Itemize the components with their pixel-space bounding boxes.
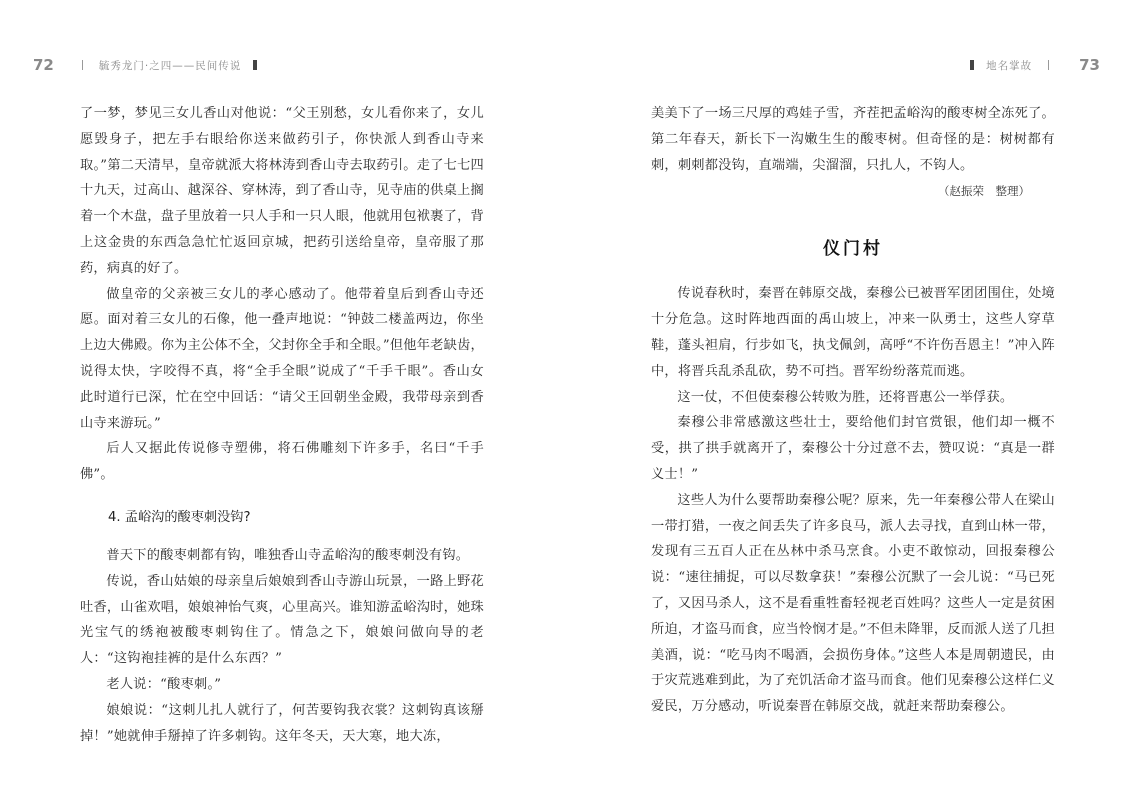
header-divider <box>1048 60 1049 70</box>
left-page-number: 72 <box>33 56 54 74</box>
header-block-mark <box>253 60 257 70</box>
paragraph: 传说，香山姑娘的母亲皇后娘娘到香山寺游山玩景，一路上野花吐香，山雀欢唱，娘娘神怡气爽，心里高兴。谁知游孟峪沟时，她珠光宝气的绣袍被酸枣刺钩住了。情急之下，娘娘问做向导的老人：“这钩袍挂裤的是什么东西？” <box>80 573 484 667</box>
paragraph: 后人又据此传说修寺塑佛，将石佛雕刻下许多手，名曰“千手佛”。 <box>80 441 484 483</box>
paragraph: 了一梦，梦见三女儿香山对他说：“父王别愁，女儿看你来了，女儿愿毁身子，把左手右眼给你送来做药引子，你快派人到香山寺来取。”第二天清早，皇帝就派大将林涛到香山寺去取药引。走了七七四十九天，过高山、越深谷、穿林涛，到了香山寺，见寺庙的供桌上搁着一个木盘，盘子里放着一只人手和一只人眼，他就用包袱裹了，背上这金贵的东西急急忙忙返回京城，把药引送给皇帝，皇帝服了那药，病真的好了。 <box>80 106 484 276</box>
header-block-mark <box>970 60 974 70</box>
paragraph: 老人说：“酸枣刺。” <box>106 676 222 692</box>
right-page-number: 73 <box>1079 56 1100 74</box>
section-heading: 4. 孟峪沟的酸枣刺没钩? <box>108 509 251 525</box>
header-divider <box>82 60 83 70</box>
left-text-column <box>80 101 484 749</box>
right-running-title: 地名掌故 <box>986 59 1033 72</box>
paragraph: 这一仗，不但使秦穆公转败为胜，还将晋惠公一举俘获。 <box>677 389 1014 405</box>
paragraph: 娘娘说：“这刺儿扎人就行了，何苦要钩我衣裳？这刺钩真该掰掉！”她就伸手掰掉了许多刺钩。这年冬天，天大寒，地大冻， <box>80 702 484 744</box>
paragraph: 美美下了一场三尺厚的鸡娃子雪，齐茬把孟峪沟的酸枣树全冻死了。第二年春天，新长下一沟嫩生生的酸枣树。但奇怪的是：树树都有刺，刺刺都没钩，直端端，尖溜溜，只扎人，不钩人。 <box>651 106 1055 173</box>
story-title: 仪门村 <box>823 239 883 260</box>
paragraph: 秦穆公非常感激这些壮士，要给他们封官赏银，他们却一概不受，拱了拱手就离开了，秦穆公十分过意不去，赞叹说：“真是一群义士！” <box>651 415 1055 482</box>
left-running-title: 毓秀龙门·之四——民间传说 <box>98 59 242 72</box>
paragraph: 做皇帝的父亲被三女儿的孝心感动了。他带着皇后到香山寺还愿。面对着三女儿的石像，他一叠声地说：“钟鼓二楼盖两边，你坐上边大佛殿。你为主公体不全，父封你全手和全眼。”但他年老缺齿，说得太快，字咬得不真，将“全手全眼”说成了“千手千眼”。香山女此时道行已深，忙在空中回话：“请父王回朝坐金殿，我带母亲到香山寺来游玩。” <box>80 286 484 431</box>
editor-credit: （赵振荣 整理） <box>938 184 1030 199</box>
paragraph: 这些人为什么要帮助秦穆公呢？原来，先一年秦穆公带人在梁山一带打猎，一夜之间丢失了许多良马，派人去寻找，直到山林一带，发现有三五百人正在丛林中杀马烹食。小吏不敢惊动，回报秦穆公说：“速往捕捉，可以尽数拿获！”秦穆公沉默了一会儿说：“马已死了，又因马杀人，这不是看重牲畜轻视老百姓吗？这些人一定是贫困所迫，才盗马而食，应当怜悯才是。”不但未降罪，反而派人送了几担美酒，说：“吃马肉不喝酒，会损伤身体。”这些人本是周朝遗民，由于灾荒逃难到此，为了充饥活命才盗马而食。他们见秦穆公这样仁义爱民，万分感动，听说秦晋在韩原交战，就赶来帮助秦穆公。 <box>651 492 1055 715</box>
paragraph: 普天下的酸枣刺都有钩，唯独香山寺孟峪沟的酸枣刺没有钩。 <box>106 547 470 563</box>
right-page <box>566 0 1133 799</box>
left-page <box>0 0 566 799</box>
paragraph: 传说春秋时，秦晋在韩原交战，秦穆公已被晋军团团围住，处境十分危急。这时阵地西面的禹山坡上，冲来一队勇士，这些人穿草鞋，蓬头袒肩，行步如飞，执戈佩剑，高呼“不许伤吾恩主！”冲入阵中，将晋兵乱杀乱砍，势不可挡。晋军纷纷落荒而逃。 <box>651 286 1055 379</box>
left-running-head <box>33 54 269 76</box>
right-running-head <box>958 54 1100 76</box>
right-text-column <box>651 101 1055 720</box>
